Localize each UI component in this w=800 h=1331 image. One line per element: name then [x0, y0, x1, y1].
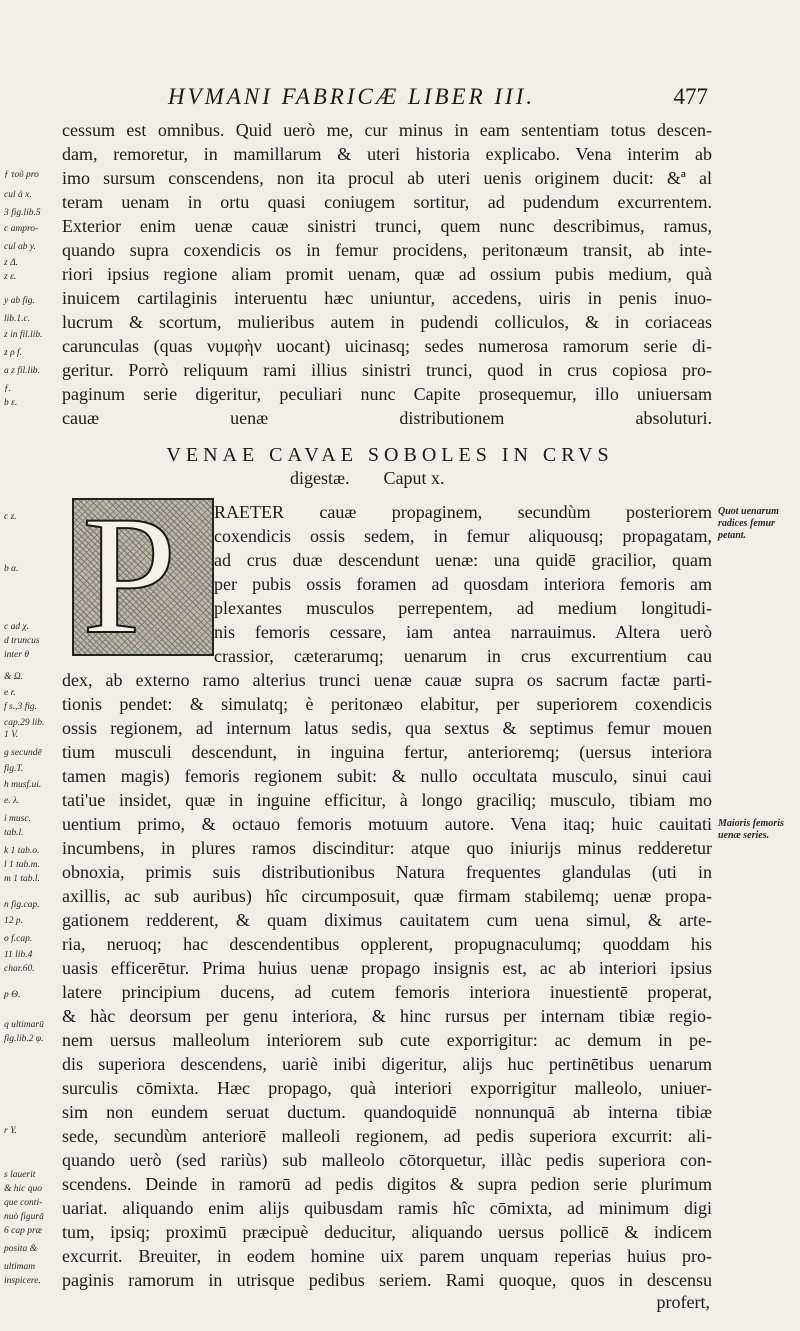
- margin-note-right: Maioris femoris uenæ series.: [718, 818, 784, 841]
- text-line: obnoxia, primis suis distributionibus Natura frequentes glandulas (uti in: [62, 862, 712, 882]
- text-line: quando supra coxendicis os in femur procidens, peritonæum transit, ab inte-: [62, 240, 712, 260]
- text-line: uentium primo, & octauo femoris motuum autore. Vena itaq; huic cauitati: [62, 814, 712, 834]
- margin-note-left: nuò figurā: [4, 1212, 44, 1222]
- text-line: lucrum & scortum, mulieribus autem in pudendi colliculos, & in coriaceas: [62, 312, 712, 332]
- margin-note-left: n fig.cap.: [4, 900, 40, 910]
- margin-note-left: 3 fig.lib.5: [4, 208, 41, 218]
- text-line: gationem redderent, & quam diximus cauitatem cum uena simul, & arte-: [62, 910, 712, 930]
- text-line: scendens. Deinde in ramorū ad pedis digitos & supra pedion serie plurimum: [62, 1174, 712, 1194]
- margin-note-left: inspicere.: [4, 1276, 41, 1286]
- margin-note-left: cul à x.: [4, 190, 32, 200]
- margin-note-left: s lauerit: [4, 1170, 36, 1180]
- catchword: profert,: [656, 1292, 710, 1312]
- text-line: nis femoris cessare, iam antea narrauimus. Altera uerò: [214, 622, 712, 642]
- margin-note-left: cul ab y.: [4, 242, 36, 252]
- margin-note-left: lib.1.c.: [4, 314, 31, 324]
- text-line: paginum serie digeritur, peculiari nunc Capite prosequemur, illo uniuersam: [62, 384, 712, 404]
- margin-note-left: p Θ.: [4, 990, 21, 1000]
- text-line: nem uersus malleolum interiorem sub cute exporrigitur: ac demum in pe-: [62, 1030, 712, 1050]
- margin-note-left: h musf.ui.: [4, 780, 42, 790]
- text-line: riori ipsius regione aliam promit uenam, quæ ad ossium pubis medium, quà: [62, 264, 712, 284]
- margin-note-left: e r.: [4, 688, 16, 698]
- margin-note-left: 1 V.: [4, 730, 19, 740]
- margin-note-left: inter θ: [4, 650, 29, 660]
- text-line: geritur. Porrò reliquum rami illius sinistri trunci, quod in crus copiosa pro-: [62, 360, 712, 380]
- text-line: dis superiora descendens, uariè inibi digeritur, alijs huc pertinētibus uenarum: [62, 1054, 712, 1074]
- margin-note-left: y ab fig.: [4, 296, 35, 306]
- running-head-title: HVMANI FABRICÆ LIBER III.: [168, 84, 536, 109]
- text-line: latere principium ducens, ad cutem femoris interiora inuestientē properat,: [62, 982, 712, 1002]
- text-line: tum, ipsiq; proximū præcipuè deducitur, aliquando uersus pollicē & indicem: [62, 1222, 712, 1242]
- margin-note-left: ƒ.: [4, 384, 12, 394]
- text-line: coxendicis ossis sedem, in femur aliquousq; propagatam,: [214, 526, 712, 546]
- margin-note-left: a z fil.lib.: [4, 366, 40, 376]
- margin-note-left: fig.lib.2 φ.: [4, 1034, 44, 1044]
- text-line: uariat. aliquando enim alijs quibusdam ramis hîc cōmixta, ad minimum digi: [62, 1198, 712, 1218]
- margin-note-left: cap.29 lib.: [4, 718, 45, 728]
- text-line: uasis efficerētur. Prima huius uenæ propago insignis est, ac ab interiori ipsius: [62, 958, 712, 978]
- paragraph-section-1: [62, 118, 712, 430]
- margin-note-right: Quot uenarum radices femur petant.: [718, 506, 779, 541]
- paragraph-section-2: [62, 668, 712, 1292]
- text-line: & hàc deorsum per genu interiora, & hinc rursus per internam tibiæ regio-: [62, 1006, 712, 1026]
- margin-note-left: q ultimarū: [4, 1020, 44, 1030]
- text-line: imo sursum conscendens, non ita procul ab uteri uenis originem ducit: &ª al: [62, 168, 712, 188]
- running-head: [168, 84, 708, 114]
- paragraph-section-2-indented: [214, 500, 712, 668]
- text-line: surculis cōmixta. Hæc propago, quà interiori exporrigitur malleolo, uniuer-: [62, 1078, 712, 1098]
- margin-note-left: & Ω.: [4, 672, 24, 682]
- text-line: tamen magis) femoris regionem subit: & nullo occultata musculo, sinui caui: [62, 766, 712, 786]
- margin-note-left: ƒ τοῦ pro: [4, 170, 39, 180]
- margin-note-left: & hic quo: [4, 1184, 42, 1194]
- text-line: plexantes musculos perrepentem, ad medium longitudi-: [214, 598, 712, 618]
- text-line: tati'ue insidet, quæ in inguine efficitur, à longo graciliq; musculo, tibiam mo: [62, 790, 712, 810]
- margin-note-left: b ε.: [4, 398, 18, 408]
- text-line: axillis, ac sub auribus) hîc circumposuit, quæ firmam stabilemq; uenæ propa-: [62, 886, 712, 906]
- margin-note-left: o f.cap.: [4, 934, 33, 944]
- margin-note-left: 12 p.: [4, 916, 23, 926]
- page-number: 477: [673, 84, 708, 109]
- text-line: Exterior enim uenæ cauæ sinistri trunci, quem nunc describimus, ramus,: [62, 216, 712, 236]
- margin-note-left: k 1 tab.o.: [4, 846, 40, 856]
- margin-note-left: d truncus: [4, 636, 40, 646]
- margin-note-left: z Δ.: [4, 258, 19, 268]
- initial-letter: P: [82, 498, 177, 656]
- chapter-subtitle: [290, 468, 510, 489]
- margin-note-left: tab.l.: [4, 828, 24, 838]
- text-line: carunculas (quas νυμφὴν uocant) uicinasq; sedes numerosa ramorum serie di-: [62, 336, 712, 356]
- text-line: RAETER cauæ propaginem, secundùm posteriorem: [214, 502, 712, 522]
- margin-note-left: l 1 tab.m.: [4, 860, 40, 870]
- text-line: incumbens, in plures ramos discinditur: atque quo iniurijs minus redderetur: [62, 838, 712, 858]
- margin-note-left: z ρ f.: [4, 348, 23, 358]
- text-line: crassior, cæterarumq; uenarum in crus excurrentium cau: [214, 646, 712, 666]
- margin-note-left: 6 cap præ: [4, 1226, 42, 1236]
- text-line: teram uenam in ortu quasi coniugem sortitur, ad pudendum excurrentem.: [62, 192, 712, 212]
- margin-note-left: f s.,3 fig.: [4, 702, 37, 712]
- text-line: tionis pendet: & simulatq; è peritonæo elabitur, per superiorem coxendicis: [62, 694, 712, 714]
- text-line: dam, remoretur, in mamillarum & uteri historia explicabo. Vena interim ab: [62, 144, 712, 164]
- margin-note-left: c z.: [4, 512, 17, 522]
- chapter-title: VENAE CAVAE SOBOLES IN CRVS: [166, 444, 614, 466]
- margin-note-left: z ε.: [4, 272, 17, 282]
- margin-note-left: que conti-: [4, 1198, 43, 1208]
- text-line: ria, neruoq; hac descendentibus opplerent, propugnaculumq; quoddam his: [62, 934, 712, 954]
- margin-note-left: fig.T.: [4, 764, 24, 774]
- margin-note-left: i musc.: [4, 814, 31, 824]
- chapter-caput: Caput x.: [383, 468, 445, 488]
- text-line: inuicem cartilaginis interuentu hæc uniuntur, accedens, uiris in penis inuo-: [62, 288, 712, 308]
- text-line: dex, ab externo ramo alterius trunci uenæ cauæ supra os sacrum factæ parti-: [62, 670, 712, 690]
- text-line: sede, secundùm anteriorē malleoli regionem, ad pedis superiora excurrit: ali-: [62, 1126, 712, 1146]
- margin-note-left: z in fil.lib.: [4, 330, 43, 340]
- margin-note-left: ultimam: [4, 1262, 36, 1272]
- margin-note-left: m 1 tab.l.: [4, 874, 40, 884]
- text-line: ossis regionem, ad internum latus sedis, qua sextus & septimus femur mouen: [62, 718, 712, 738]
- text-line: excurrit. Breuiter, in eodem homine uix parem unquam reperias huius pro-: [62, 1246, 712, 1266]
- text-line: quando uerò (sed rariùs) sub malleolo cōtorquetur, illàc pedis superiora con-: [62, 1150, 712, 1170]
- margin-note-left: r Y.: [4, 1126, 17, 1136]
- margin-note-left: b α.: [4, 564, 19, 574]
- text-line: paginis ramorum in utrisque pedibus seriem. Rami quoque, quos in descensu: [62, 1270, 712, 1290]
- text-line: cauæ uenæ distributionem absoluturi.: [62, 408, 712, 428]
- chapter-subtitle-word: digestæ.: [290, 468, 350, 488]
- text-line: ad crus duæ descendunt uenæ: una quidē gracilior, quam: [214, 550, 712, 570]
- text-line: cessum est omnibus. Quid uerò me, cur minus in eam sententiam totus descen-: [62, 120, 712, 140]
- decorated-initial: [72, 498, 214, 656]
- margin-note-left: e. λ.: [4, 796, 20, 806]
- margin-note-left: g secundē: [4, 748, 42, 758]
- margin-note-left: posita &: [4, 1244, 37, 1254]
- text-line: tium musculi descendunt, in inguina fertur, anterioremq; (uersus interiora: [62, 742, 712, 762]
- margin-note-left: c ad χ.: [4, 622, 30, 632]
- text-line: per pubis ossis foramen ad quosdam interiora femoris am: [214, 574, 712, 594]
- margin-note-left: 11 lib.4: [4, 950, 33, 960]
- margin-note-left: char.60.: [4, 964, 35, 974]
- margin-note-left: c ampro-: [4, 224, 39, 234]
- text-line: sim non eundem seruat ductum. quandoquidē nonnunquā ab interna tibiæ: [62, 1102, 712, 1122]
